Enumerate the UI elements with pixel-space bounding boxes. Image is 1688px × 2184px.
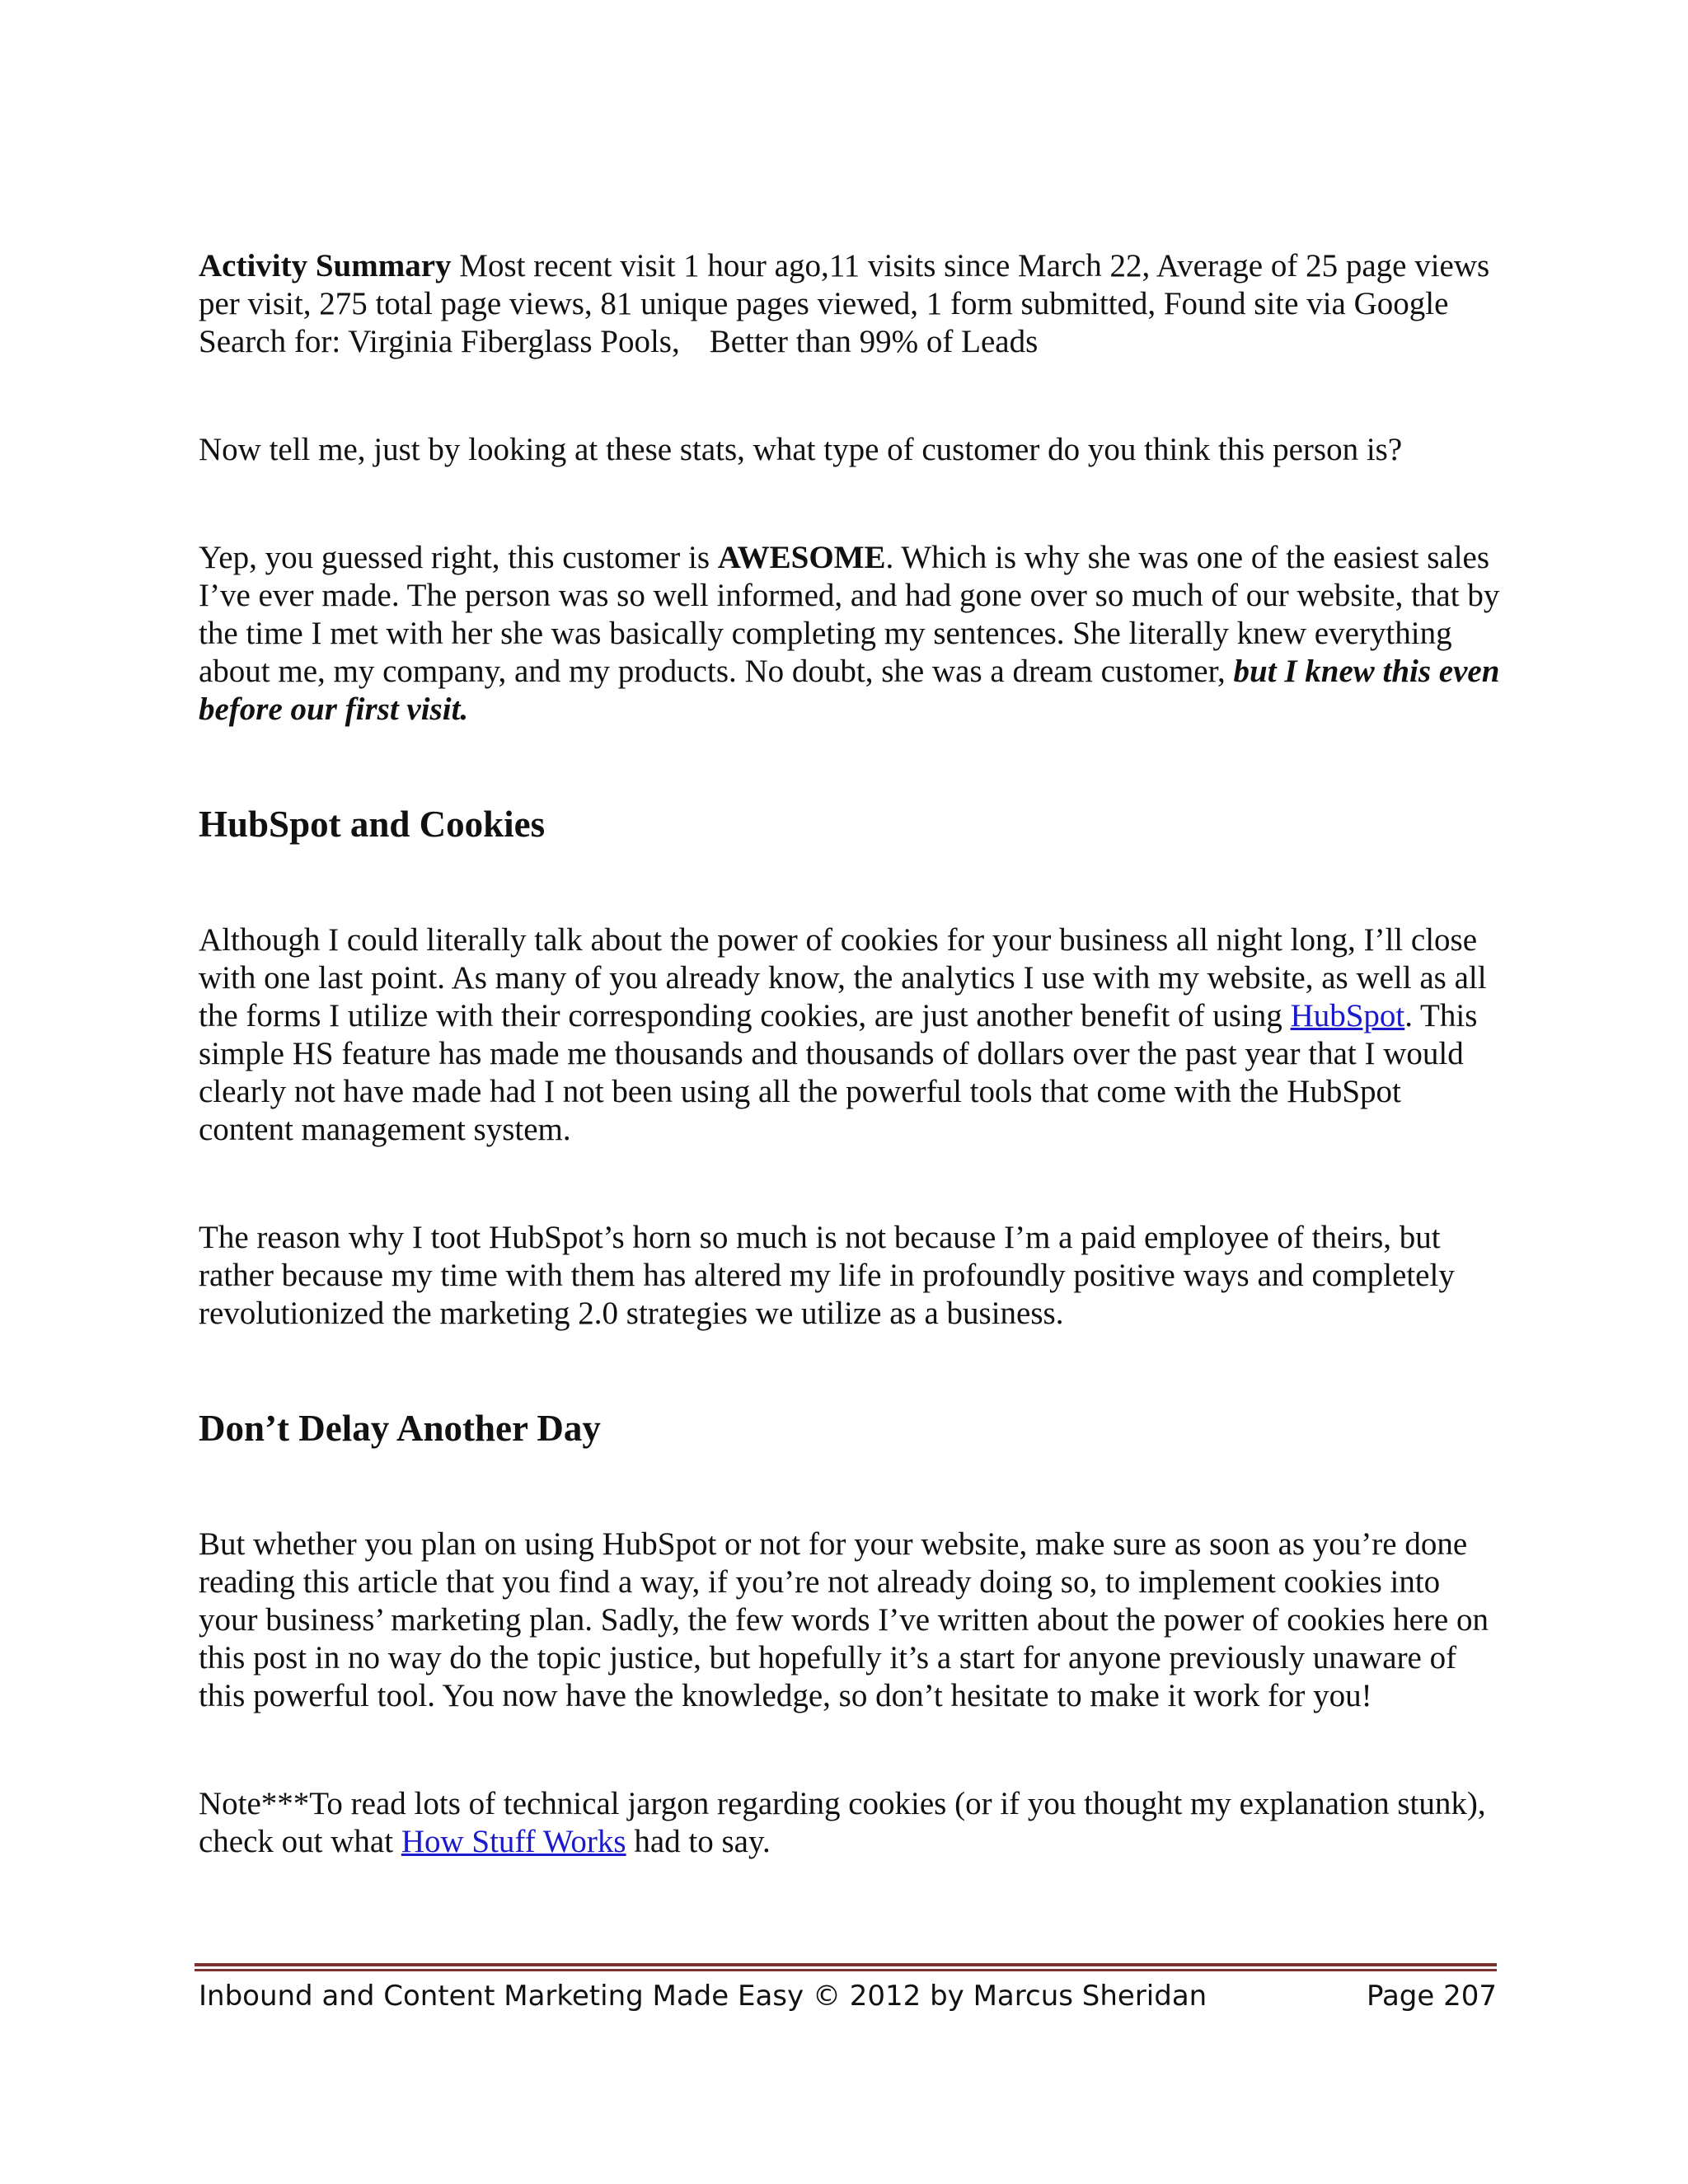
awesome-bold: AWESOME <box>717 540 886 575</box>
activity-summary-text: Most recent visit 1 hour ago,11 visits since March 22, Average of 25 page views per visit, 275 total page views, 81 unique pages viewed, 1 form submitted, Found site via Google Search for: Virginia Fiberglass Pools, <box>199 248 1490 359</box>
hubspot-link[interactable]: HubSpot <box>1290 998 1405 1033</box>
hubspot-paragraph <box>199 921 1501 1149</box>
activity-summary-label: Activity Summary <box>199 248 452 284</box>
note-pre: Note***To read lots of technical jargon regarding cookies (or if you thought my explanation stunk), check out what <box>199 1786 1486 1859</box>
whether-paragraph: But whether you plan on using HubSpot or not for your website, make sure as soon as you’re done reading this article that you find a way, if you’re not already doing so, to implement cookies into your business’ marketing plan. Sadly, the few words I’ve written about the power of cookies here on this post in no way do the topic justice, but hopefully it’s a start for anyone previously unaware of this powerful tool. You now have the knowledge, so don’t hesitate to make it work for you! <box>199 1526 1489 1713</box>
activity-summary-tail: Better than 99% of Leads <box>709 324 1039 359</box>
awesome-bold-italic: but I knew this even before our first visit. <box>199 654 1500 727</box>
hubspot-post: . This simple HS feature has made me thousands and thousands of dollars over the past year that I would clearly not have made had I not been using all the powerful tools that come with the HubSpot content management system. <box>199 998 1478 1147</box>
footer-rule <box>195 1963 1497 1966</box>
awesome-post: . Which is why she was one of the easiest sales I’ve ever made. The person was so well informed, and had gone over so much of our website, that by the time I met with her she was basically completing my sentences. She literally knew everything about me, my company, and my products. No doubt, she was a dream customer, <box>199 540 1500 689</box>
heading-hubspot-cookies: HubSpot and Cookies <box>199 804 546 845</box>
note-post: had to say. <box>626 1824 771 1859</box>
awesome-pre: Yep, you guessed right, this customer is <box>199 540 718 575</box>
how-stuff-works-link[interactable]: How Stuff Works <box>401 1824 626 1859</box>
toot-horn-paragraph: The reason why I toot HubSpot’s horn so much is not because I’m a paid employee of theirs, but rather because my time with them has altered my life in profoundly positive ways and completely revolutionized the marketing 2.0 strategies we utilize as a business. <box>199 1220 1455 1331</box>
footer-rule-secondary <box>195 1969 1497 1971</box>
page-content <box>199 247 1501 1861</box>
footer-page-number: Page 207 <box>1366 1980 1497 2013</box>
note-paragraph <box>199 1785 1501 1861</box>
footer-copyright: Inbound and Content Marketing Made Easy © 2012 by Marcus Sheridan <box>199 1980 1207 2013</box>
hubspot-pre: Although I could literally talk about the power of cookies for your business all night long, I’ll close with one last point. As many of you already know, the analytics I use with my website, as well as all the forms I utilize with their corresponding cookies, are just another benefit of using <box>199 922 1487 1033</box>
heading-dont-delay: Don’t Delay Another Day <box>199 1408 601 1449</box>
question-paragraph: Now tell me, just by looking at these stats, what type of customer do you think this person is? <box>199 432 1403 467</box>
page-footer <box>199 1978 1497 2014</box>
awesome-paragraph <box>199 539 1501 729</box>
activity-summary-paragraph <box>199 247 1501 361</box>
